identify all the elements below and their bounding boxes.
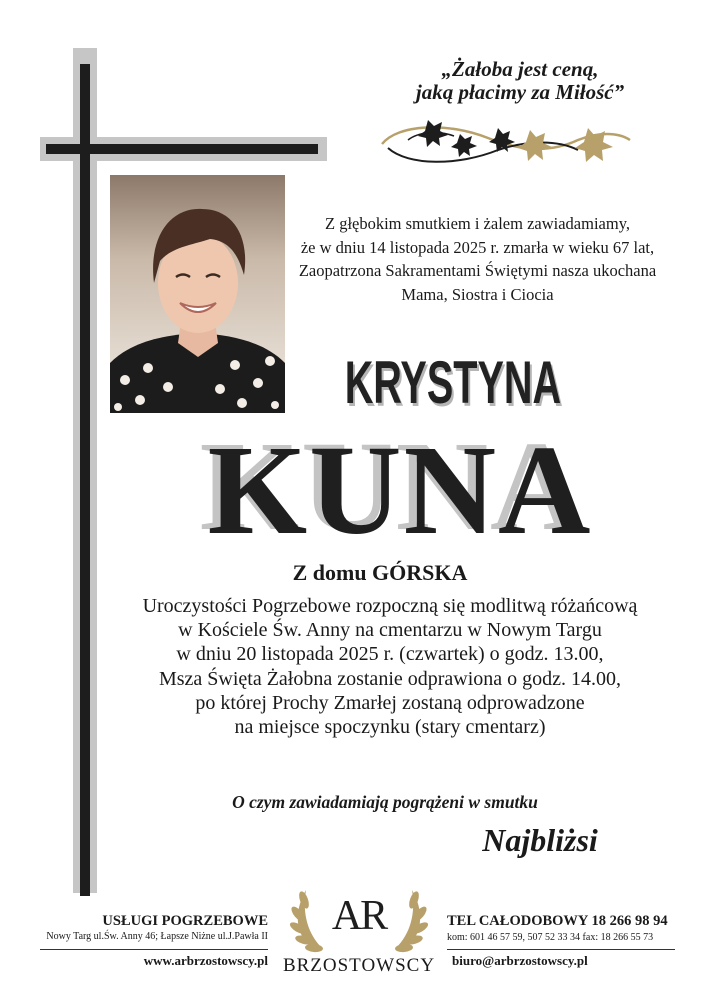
email-link[interactable]: biuro@arbrzostowscy.pl: [452, 953, 588, 968]
ceremony-line-1: Uroczystości Pogrzebowe rozpoczną się modlitwą różańcową: [142, 595, 638, 617]
website-link[interactable]: www.arbrzostowscy.pl: [143, 953, 268, 968]
intro-line-2: że w dniu 14 listopada 2025 r. zmarła w wieku 67 lat,: [300, 237, 655, 257]
intro-line-4: Mama, Siostra i Ciocia: [401, 284, 554, 304]
ceremony-line-6: na miejsce spoczynku (stary cmentarz): [234, 716, 546, 739]
mourners-announcement: O czym zawiadamiają pogrążeni w smutku: [232, 792, 538, 812]
signature: Najbliżsi: [482, 822, 598, 858]
intro-line-3: Zaopatrzona Sakramentami Świętymi nasza ukochana: [298, 261, 657, 280]
funeral-services-address: Nowy Targ ul.Św. Anny 46; Łapsze Niżne ul.J.Pawła II: [46, 931, 268, 942]
cross-icon: [80, 64, 90, 896]
logo-monogram: AR: [331, 893, 387, 939]
deceased-last-name: KUNA: [207, 419, 593, 561]
quote-line-1: „Żałoba jest ceną,: [441, 57, 599, 81]
ceremony-line-3: w dniu 20 listopada 2025 r. (czwartek) o godz. 13.00,: [176, 643, 604, 666]
grape-leaf-ornament-icon: [378, 110, 634, 176]
funeral-services-title: USŁUGI POGRZEBOWE: [102, 913, 268, 929]
maiden-name: Z domu GÓRSKA: [292, 560, 468, 585]
footer-divider-left: [40, 949, 268, 950]
intro-line-1: Z głębokim smutkiem i żalem zawiadamiamy,: [324, 214, 630, 233]
deceased-first-name: KRYSTYNA: [344, 349, 562, 416]
logo-name: BRZOSTOWSCY: [282, 955, 436, 976]
portrait-illustration: [110, 175, 285, 413]
intro-text: [290, 212, 665, 306]
phone-numbers: kom: 601 46 57 59, 507 52 33 34 fax: 18 266 55 73: [447, 932, 654, 943]
cross-bar: [46, 144, 318, 154]
ceremony-line-4: Msza Święta Żałobna zostanie odprawiona o godz. 14.00,: [158, 667, 622, 690]
ceremony-details: [60, 594, 714, 739]
portrait-photo: [110, 175, 285, 413]
ceremony-line-2: w Kościele Św. Anny na cmentarzu w Nowym Targu: [178, 619, 602, 642]
footer-divider-right: [447, 949, 675, 950]
quote: [370, 58, 670, 104]
quote-line-2: jaką płacimy za Miłość”: [415, 80, 625, 104]
phone-24h-title: TEL CAŁODOBOWY 18 266 98 94: [447, 913, 668, 929]
ceremony-line-5: po której Prochy Zmarłej zostaną odprowadzone: [195, 691, 585, 714]
